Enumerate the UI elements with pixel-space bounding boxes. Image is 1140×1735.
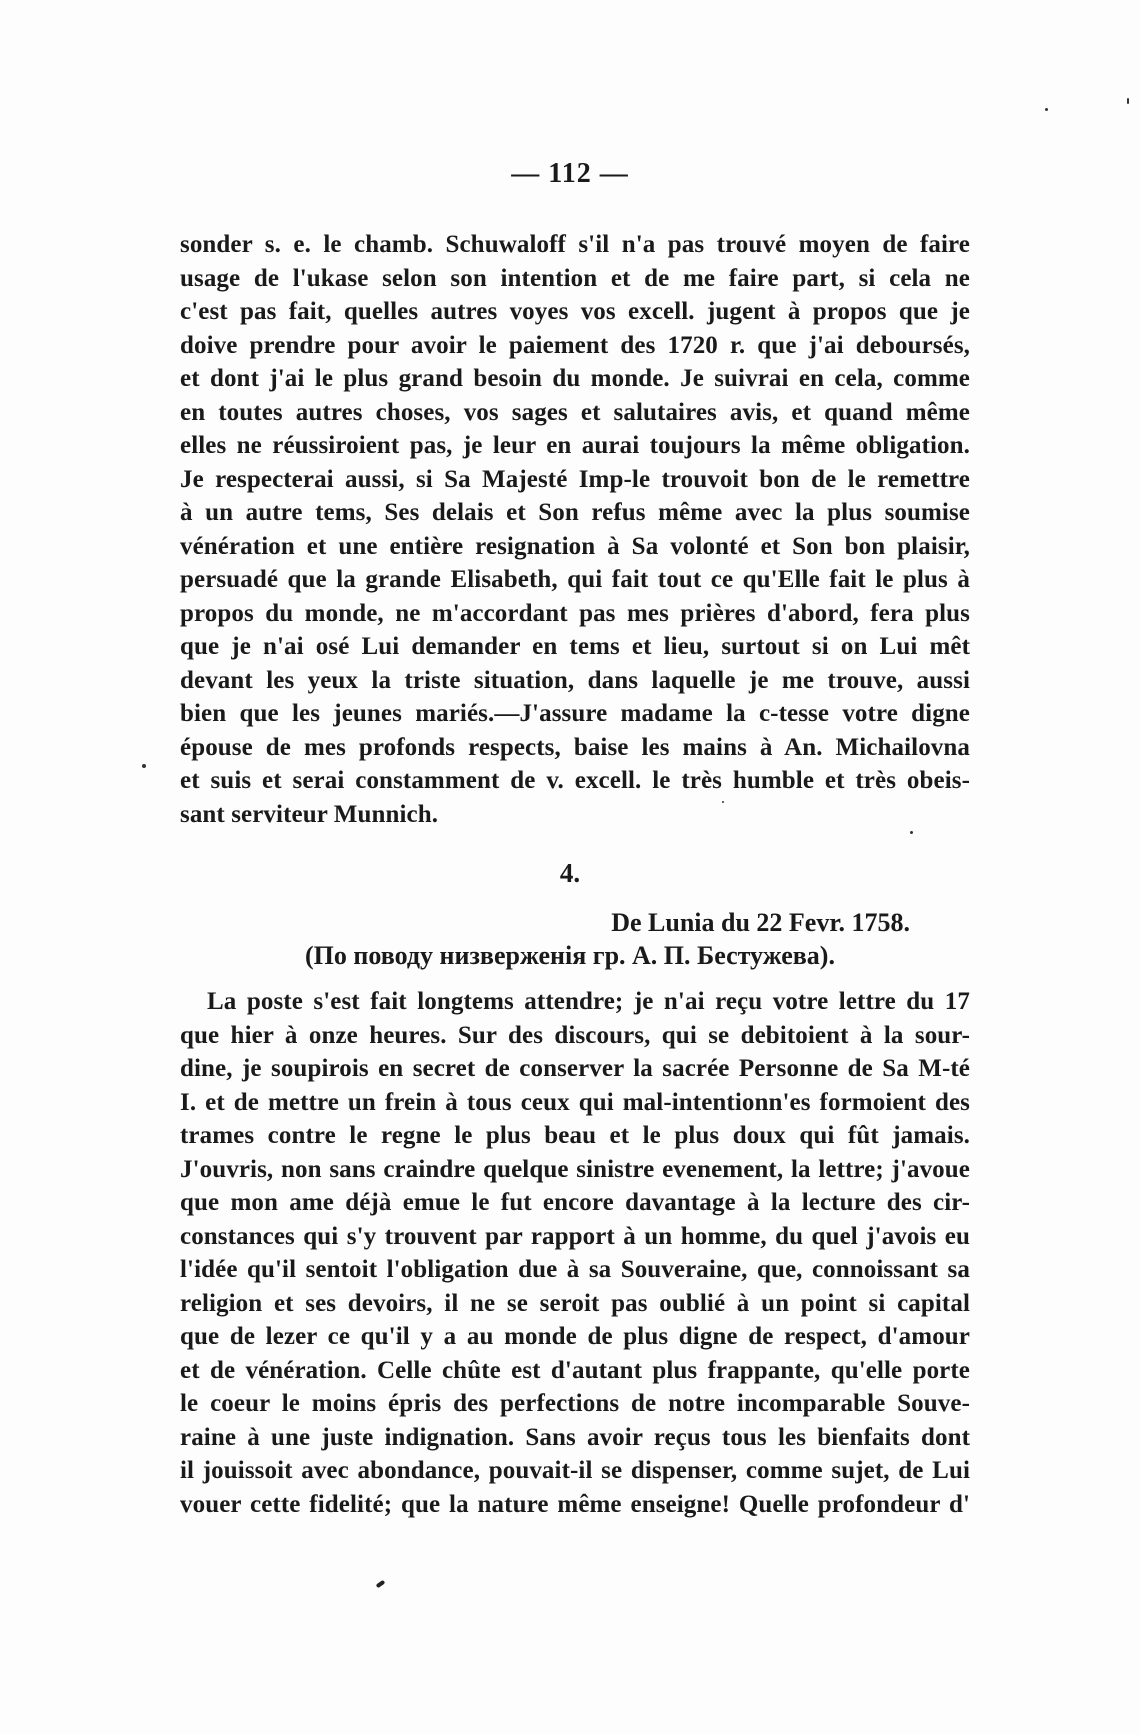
text-line: propos du monde, ne m'accordant pas mes prières d'abord, fera plus [180,599,970,627]
text-line: et de vénération. Celle chûte est d'autant plus frappante, qu'elle porte [180,1356,970,1384]
scan-speck [142,764,146,768]
text-line: doive prendre pour avoir le paiement des 1720 r. que j'ai deboursés, [180,331,970,359]
text-line: à un autre tems, Ses delais et Son refus même avec la plus soumise [180,499,970,526]
text-line: l'idée qu'il sentoit l'obligation due à sa Souveraine, que, connoissant sa [180,1256,970,1283]
scan-speck [1045,108,1048,111]
page-number: — 112 — [511,158,629,189]
text-line: raine à une juste indignation. Sans avoir reçus tous les bienfaits dont [180,1423,970,1451]
text-line: le coeur le moins épris des perfections de notre incomparable Souve- [180,1390,970,1417]
text-line: bien que les jeunes mariés.—J'assure madame la c-tesse votre digne [180,700,970,727]
letter-4-body [180,985,970,1521]
text-line: devant les yeux la triste situation, dans laquelle je me trouve, aussi [180,666,970,694]
letter-number: 4. [559,858,581,888]
text-line: dine, je soupirois en secret de conserver la sacrée Personne de Sa M-té [180,1055,970,1082]
letter-continuation-text [180,228,970,831]
text-line: trames contre le regne le plus beau et le plus doux qui fût jamais. [180,1122,970,1149]
letter-subtitle: (По поводу низверженія гр. А. П. Бестужева). [305,941,835,970]
text-line: que de lezer ce qu'il y a au monde de plus digne de respect, d'amour [180,1323,970,1350]
text-line: et suis et serai constamment de v. excell. le très humble et très obeis- [180,767,970,794]
text-line: persuadé que la grande Elisabeth, qui fait tout ce qu'Elle fait le plus à [180,566,970,593]
scan-speck [1127,98,1129,104]
text-line: usage de l'ukase selon son intention et de me faire part, si cela ne [180,264,970,292]
scan-speck [722,801,724,803]
letter-dateline: De Lunia du 22 Fevr. 1758. [611,908,910,937]
text-line: Je respecterai aussi, si Sa Majesté Imp-le trouvoit bon de le remettre [180,465,970,493]
text-line: constances qui s'y trouvent par rapport à un homme, du quel j'avois eu [180,1222,970,1250]
text-line: que hier à onze heures. Sur des discours, qui se debitoient à la sour- [180,1021,970,1049]
text-line: J'ouvris, non sans craindre quelque sinistre evenement, la lettre; j'avoue [180,1155,970,1183]
text-line: I. et de mettre un frein à tous ceux qui mal-intentionn'es formoient des [180,1088,970,1116]
scan-ink-mark [376,1580,386,1588]
text-line: il jouissoit avec abondance, pouvait-il se dispenser, comme sujet, de Lui [180,1457,970,1484]
text-line-signature: sant serviteur Munnich. [180,800,439,828]
text-line: et dont j'ai le plus grand besoin du monde. Je suivrai en cela, comme [180,365,970,392]
text-line: c'est pas fait, quelles autres voyes vos excell. jugent à propos que je [180,298,970,325]
text-line: épouse de mes profonds respects, baise les mains à An. Michailovna [180,733,970,761]
text-line: que je n'ai osé Lui demander en tems et lieu, surtout si on Lui mêt [180,633,970,660]
text-line: que mon ame déjà emue le fut encore davantage à la lecture des cir- [180,1189,970,1216]
text-line: La poste s'est fait longtems attendre; je n'ai reçu votre lettre du 17 [207,988,970,1015]
text-line: vouer cette fidelité; que la nature même enseigne! Quelle profondeur d' [180,1490,970,1518]
scan-speck [910,831,913,834]
text-line: religion et ses devoirs, il ne se seroit pas oublié à un point si capital [180,1289,970,1317]
text-line: en toutes autres choses, vos sages et salutaires avis, et quand même [180,398,970,426]
text-line: sonder s. e. le chamb. Schuwaloff s'il n'a pas trouvé moyen de faire [180,231,970,258]
text-line: elles ne réussiroient pas, je leur en aurai toujours la même obligation. [180,432,970,459]
text-line: vénération et une entière resignation à Sa volonté et Son bon plaisir, [180,532,970,560]
